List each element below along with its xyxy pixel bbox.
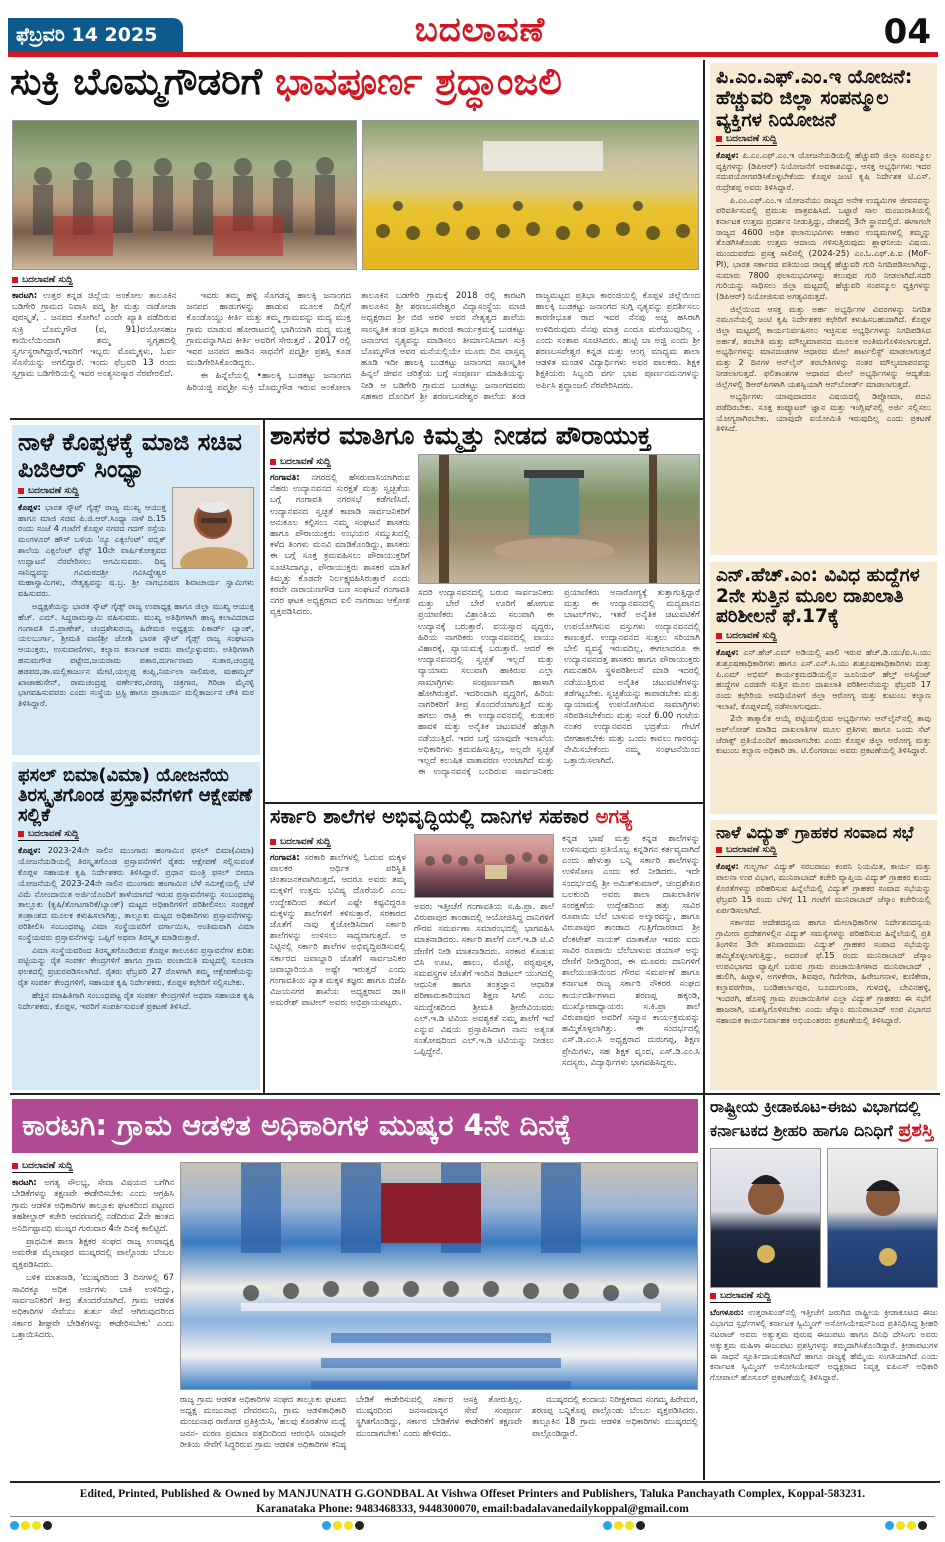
imprint-footer [0,1487,945,1517]
masthead-divider [8,52,938,57]
imprint-line-1: Edited, Printed, Published & Owned by MANJUNATH G.GONDBAL At Vishwa Offeset Printers and Publishers, Taluka Panchayath Complex, Koppal-583231. [79,1488,866,1500]
bullet-icon [18,488,24,494]
bullet-icon [716,847,722,853]
lead-paragraph: ಕಾರಟಗಿ: ಉತ್ತರ ಕನ್ನಡ ಜಿಲ್ಲೆಯ ಅಂಕೋಲ ತಾಲೂಕಿನ ಬಡಿಗೇರಿ ಗ್ರಾಮದ ನಿವಾಸಿ ಪದ್ಮ ಶ್ರೀ ಮತ್ತು ನಾಡೋಜಾ ಪುರಸ್ಕೃತೆ, . ಜನಪದ ಕೋಗಿಲೆ ಎಂದೇ ಖ್ಯಾತಿ ಪಡೆದಿರುವ ಸುಕ್ರಿ ಬೊಮ್ಮಗೌಡ (ವ, 91)ವಯೋಸಹಜ ಕಾಯಿಲೆಯಿಂದಾಗಿ ತಮ್ಮ ಸ್ವಗೃಹದಲ್ಲಿ ಸ್ವರ್ಗಸ್ಥರಾಗಿದ್ದಾರೆ,ಇವರಿಗೆ ಇಬ್ಬರು ಮೊಮ್ಮಕ್ಕಳು, ಓರ್ವ ಸೊಸೆಯನ್ನು ಅಗಲಿದ್ದಾರೆ. ಇಂದು ಫೆಬ್ರವರಿ 13 ರಂದು ಸ್ವಗ್ರಾಮ ಬಡಿಗೇರಿಯಲ್ಲಿ ಇವರ ಅಂತ್ಯಸಂಸ್ಕಾರ ನೆರವೇರಲಿದೆ. [12,291,177,380]
section-divider [10,418,703,420]
strike-headline-banner [12,1099,698,1153]
pmfme-paragraph: ಪಿ.ಎಂ.ಎಫ್.ಎಂ.ಇ ಯೋಜನೆಯು ರಾಜ್ಯದ ಅನೇಕ ಉದ್ಯಮಿಗಳ ಜೀವನವನ್ನು ಪರಿವರ್ತಿಸುವಲ್ಲಿ ಪ್ರಮುಖ ಪಾತ್ರವಹಿಸಿದೆ. ಒಟ್ಟಾರೆ ಸಾಲ ಮಂಜುರಾತಿಯಲ್ಲಿ ಕರ್ನಾಟಕ ಉತ್ತಮ ಪ್ರದರ್ಶನ ನೀಡುತ್ತಿದ್ದು, ದೇಶದಲ್ಲಿ 3ನೇ ಸ್ಥಾನದಲ್ಲಿದೆ. ಈಗಾಗಲೇ ರಾಜ್ಯದ 4600 ಅಧಿಕ ಫಲಾನುಭವಿಗಳು ಆಹಾರ ಉದ್ಯಮಗಳಲ್ಲಿ ತಮ್ಮನ್ನು ತೊಡಗಿಸಿಕೊಂಡು ಉತ್ತಮ ಆದಾಯ ಗಳಿಸುತ್ತಿರುವುದು ಶ್ಲಾಘನೀಯ ವಿಷಯ. ಮುಂದುವರೆದು ಪ್ರಸಕ್ತ ಸಾಲಿನಲ್ಲಿ (2024-25) ಎಂ.ಓ.ಎಫ್.ಪಿ.ಐ (MoF-PI), ಭಾರತ ಸರ್ಕಾರದ ವತಿಯಿಂದ ರಾಜ್ಯಕ್ಕೆ ಹೆಚ್ಚುವರಿ ಗುರಿ ನಿಗದಿಪಡಿಸಲಾಗಿದ್ದು, ಸುಮಾರು 7800 ಫಲಾನುಭವಿಗಳನ್ನು ತಲುಪುವ ಗುರಿ ನೀಡಲಾಗಿದೆ.ಸದರಿ ಗುರಿಯನ್ನು ಸಾಧಿಸಲು ಜಿಲ್ಲಾ ಮಟ್ಟದಲ್ಲಿ ಹೆಚ್ಚುವರಿ ಸಂಪನ್ಮೂಲ ವ್ಯಕ್ತಿಗಳನ್ನು (ಡಿಪಿಆರ್) ನಿಯೋಜಿಸುವ ಅಗತ್ಯವಿರುತ್ತದೆ. [716,194,931,301]
lead-byline: ಬದಲಾವಣೆ ಸುದ್ದಿ [12,275,73,287]
pmfme-headline: ಪಿ.ಎಂ.ಎಫ್.ಎಂ.ಇ ಯೋಜನೆ: ಹೆಚ್ಚುವರಿ ಜಿಲ್ಲಾ ಸಂಪನ್ಮೂಲ ವ್ಯಕ್ತಿಗಳ ನಿಯೋಜನೆ [716,66,913,131]
school-article [270,806,700,1090]
ceremony-group-icon [415,835,554,898]
dateline: ಗಂಗಾವತಿ: [270,852,300,863]
athlete-icon [828,1149,938,1288]
sindhya-byline: ಬದಲಾವಣೆ ಸುದ್ದಿ [18,486,79,498]
yellow-dot-icon [21,1521,30,1530]
fasal-byline: ಬದಲಾವಣೆ ಸುದ್ದಿ [18,829,79,841]
bullet-icon [12,1163,18,1169]
strike-article-right [180,1394,698,1478]
yellow-dot-icon [333,1521,342,1530]
school-headline-red: ಅಗತ್ಯ [595,806,633,828]
strike-paragraph: ಪ್ರಾಥಮಿಕ ಶಾಲಾ ಶಿಕ್ಷಕರ ಸಂಘದ ರಾಜ್ಯ ಉಪಾಧ್ಯಕ್ಷ ಅಮರೇಶ ಮೈಲಾಪೂರ ಮುಷ್ಕರದಲ್ಲಿ ಪಾಲ್ಗೊಂಡು ಬೆಂಬಲ ವ್ಯಕ್ತಪಡಿಸಿದರು. [12,1236,174,1269]
dateline: ಕೊಪ್ಪಳ: [716,149,739,160]
section-divider [265,802,703,804]
black-dot-icon [355,1521,364,1530]
black-dot-icon [636,1521,645,1530]
black-dot-icon [918,1521,927,1530]
sports-byline: ಬದಲಾವಣೆ ಸುದ್ದಿ [710,1291,771,1303]
yellow-dot-icon [32,1521,41,1530]
person-icon [173,488,254,569]
page-number: 04 [883,12,931,52]
power-paragraph: ಸರ್ಕಾರದ ಆದೇಶದನ್ವಯ ಹಾಗೂ ಮೇಲಾಧಿಕಾರಿಗಳ ನಿರ್ದೇಶನದನ್ವಯ ಗ್ರಾಮೀಣ ಪ್ರದೇಶಗಳಲ್ಲಿನ ವಿದ್ಯುತ್ ಸಮಸ್ಯೆಗಳನ್ನು ಪರಿಹರಿಸುವ ಹಿನ್ನೆಲೆಯಲ್ಲಿ ಪ್ರತಿ ತಿಂಗಳಿನ 3ನೇ ಶನಿವಾರದಂದು ವಿದ್ಯುತ್ ಗ್ರಾಹಕರ ಸಂವಾದ ಸಭೆಯನ್ನು ಹಮ್ಮಿಕೊಳ್ಳಲಾಗುತ್ತಿದ್ದು, ಅದರಂತೆ ಫೆ.15 ರಂದು ಮುನಿರಾಬಾದ್ ಜೆಸ್ಕಾಂ ಉಪವಿಭಾಗದ ವ್ಯಾಪ್ತಿಗೆ ಬರುವ ಗ್ರಾಮ ಪಂಚಾಯಿತಿಗಳಾದ ಮುನಿರಾಬಾದ್ , ಹುಲಿಗಿ, ಹಿಟ್ನಾಳ, ಅಗಳಕೇರಾ, ಶಿವಪುರ, ಗಿಣಿಗೇರಾ, ಹಿರೇಬಗನಾಳ, ಕುಣಿಕೇರಾ, ಕಲ್ತಾವರಗೇರಾ, ಬಂಡಿಹರ್ಲಾಪುರ, ಬೂದುಗುಂಪಾ, ಗುಳದಳ್ಳಿ, ಬೇವಿನಹಳ್ಳಿ, ಇಂದರಗಿ, ಹೊಸಳ್ಳಿ ಗ್ರಾಮ ಪಂಚಾಯಿತಿಗಳ ಎಲ್ಲಾ ವಿದ್ಯುತ್ ಗ್ರಾಹಕರು ಈ ಸಭೆಗೆ ಹಾಜರಾಗಿ, ಯಶಸ್ವಿಗೊಳಿಸಬೇಕು ಎಂದು ಜೆಸ್ಕಾಂ ಮುನಿರಾಬಾದ್ ಉಪ ವಿಭಾಗದ ಸಹಾಯಕ ಕಾರ್ಯನಿರ್ವಾಹಕ ಅಭಿಯಂತರರು ಪ್ರಕಟಣೆಯಲ್ಲಿ ತಿಳಿಸಿದ್ದಾರೆ. [716,917,931,1025]
lead-headline [10,60,700,116]
dateline: ಕೊಪ್ಪಳ: [18,501,41,512]
strike-paragraph: ಬಳಿಕ ಮಾತನಾಡಿ, 'ಮುಷ್ಕರದಿಂದ 3 ದಿನಗಳಲ್ಲಿ 67 ಸಾವಿರಕ್ಕೂ ಅಧಿಕ ಅರ್ಜಿಗಳು ಬಾಕಿ ಉಳಿದಿದ್ದು, ಸಾರ್ವಜನಿಕರಿಗೆ ತೀವ್ರ ತೊಂದರೆಯಾಗಿದೆ. ಗ್ರಾಮ ಆಡಳಿತ ಅಧಿಕಾರಿಗಳ ಸೇವೆಯು ತುರ್ತು ಸೇವೆ ಆಗಿರುವುದರಿಂದ ಸರ್ಕಾರ ಶೀಘ್ರವೇ ಬೇಡಿಕೆಗಳನ್ನು ಈಡೇರಿಸಬೇಕು' ಎಂದು ಒತ್ತಾಯಿಸಿದರು. [12,1272,174,1340]
park-article [270,422,700,800]
lead-paragraph: ಇವರು ತಮ್ಮ ಹಳ್ಳಿ ಸೊಗಡನ್ನ ಹಾಲಕ್ಕಿ ಜನಾಂಗದ ಜನಪದ ಹಾಡುಗಳನ್ನು ಹಾಡುವ ಮೂಲಕ ದಿಲ್ಲಿಗೆ ಕೊಂಡೊಯ್ದು ಕೀರ್ತಿ ಮತ್ತು ತಮ್ಮ ಗ್ರಾಮವನ್ನು ಮದ್ಯ ಮುಕ್ತ ಗ್ರಾಮ ಮಾಡುವ ಹೋರಾಟದಲ್ಲಿ ಭಾಗಿಯಾಗಿ ಮದ್ಯ ಮುಕ್ತ ಗ್ರಾಮವನ್ನಾಗಿಸಿದ ಕೀರ್ತಿ ಅವರಿಗೆ ಸೇರುತ್ತದೆ . 2017 ರಲ್ಲಿ ಇವರ ಜನಪದ ಹಾಡಿನ ಸಾಧನೆಗೆ ಪದ್ಮಶ್ರೀ ಪ್ರಶಸ್ತಿ ಕೂಡ ಮುಡಿಗೇರಿಸಿಕೊಂಡಿದ್ದರು. [186,291,351,369]
fasal-article [12,762,260,1090]
pmfme-paragraph: ಅಭ್ಯರ್ಥಿಗಳು ಯಾವುದಾದರೂ ವಿಷಯದಲ್ಲಿ ಡಿಪ್ಲೋಮಾ, ಪದವಿ ಪಡೆದಿರಬೇಕು. ಸೂಕ್ತ ಕಂಪ್ಯೂಟರ್ ಜ್ಞಾನ ಮತ್ತು ಇಂಗ್ಲಿಷ್‌ನಲ್ಲಿ ಅರ್ಜಿ ಸಲ್ಲಿಸಲು ಯೋಗ್ಯರಾಗಿರಬೇಕು. ಯಾವುದೇ ವಯೋಮಿತಿ ಇರುವುದಿಲ್ಲ ಎಂದು ಪ್ರಕಟಣೆ ತಿಳಿಸಿದೆ. [716,391,931,434]
registration-marks [322,1521,364,1530]
pmfme-paragraph: ಕೊಪ್ಪಳ: ಪಿ.ಎಂ.ಎಫ್.ಎಂ.ಇ ಯೋಜನೆಯಡಿಯಲ್ಲಿ ಹೆಚ್ಚುವರಿ ಜಿಲ್ಲಾ ಸಂಪನ್ಮೂಲ ವ್ಯಕ್ತಿಗಳನ್ನು (ಡಿಪಿಆರ್) ನಿಯೋಜನೆಗೆ ಅವಕಾಶವಿದ್ದು, ಆಸಕ್ತ ಅಭ್ಯರ್ಥಿಗಳು ಇದರ ಸದುಪಯೋಗಪಡಿಸಿಕೊಳ್ಳಬೇಕೆಂದು ಕೊಪ್ಪಳ ಜಂಟಿ ಕೃಷಿ ನಿರ್ದೇಶಕ ಟಿ.ಎಸ್. ರುದ್ರೇಶಪ್ಪ ಅವರು ತಿಳಿಸಿದ್ದಾರೆ. [716,149,931,192]
sports-paragraph: ಬೆಂಗಳೂರು: ಉತ್ತರಾಖಂಡ್‌ನಲ್ಲಿ ಇತ್ತೀಚೆಗೆ ಜರುಗಿದ ರಾಷ್ಟ್ರೀಯ ಕ್ರೀಡಾಕೂಟದ ಈಜು ವಿಭಾಗದ ಸ್ಪರ್ಧೆಗಳಲ್ಲಿ ಕರ್ನಾಟಕ ಸ್ವಿಮ್ಮಿಂಗ್ ಅಸೋಸಿಯೇಷನ್‌ನಿಂದ ಪ್ರತಿನಿಧಿಸಿದ್ದ ಶ್ರೀಹರಿ ನಟರಾಜ್ ಅವರು ಅತ್ಯುತ್ತಮ ಪುರುಷ ಈಜುಪಟು ಹಾಗೂ ದಿನಿಧಿ ದೇಸಿಂಗು ಅವರು ಅತ್ಯುತ್ತಮ ಮಹಿಳಾ ಈಜುಪಟು ಪ್ರಶಸ್ತಿಗಳನ್ನು ತಮ್ಮದಾಗಿಸಿಕೊಂಡಿದ್ದಾರೆ. ಕ್ರೀಡಾಪಟುಗಳ ಈ ಸಾಧನೆ ಸ್ಫೂರ್ತಿದಾಯಕವಾಗಿದೆ ಹಾಗೂ ರಾಜ್ಯಕ್ಕೆ ಹೆಮ್ಮೆಯ ಸಂಗತಿಯಾಗಿದೆ ಎಂದು ಕರ್ನಾಟಕ ಸ್ವಿಮ್ಮಿಂಗ್ ಅಸೋಸಿಯೇಷನ್ ಅಧ್ಯಕ್ಷರಾದ ನಿವೃತ್ತ ಐಪಿಎಸ್ ಅಧಿಕಾರಿ ಗೋಪಾಲ್ ಹೊಸೂರ್ ಪ್ರಕಟಣೆಯಲ್ಲಿ ತಿಳಿಸಿದ್ದಾರೆ. [710,1307,938,1383]
park-scene-icon [419,455,700,584]
school-paragraph: ಅವರು ಇತ್ತೀಚೆಗೆ ಗಂಗಾವತಿಯ ಸ.ಹಿ.ಪ್ರಾ. ಶಾಲೆ ವಿರುಪಾಪುರ ತಾಂಡಾದಲ್ಲಿ ಆಯೋಜಿಸಿದ್ದ ದಾನಿಗಳಿಗೆ ಗೌರವ ಸಮರ್ಪಣಾ ಸಮಾರಂಭದಲ್ಲಿ ಭಾಗವಹಿಸಿ ಮಾತನಾಡಿದರು. ಸರ್ಕಾರಿ ಶಾಲೆಗೆ ಎಲ್.ಇ.ಡಿ ಟಿ.ವಿ ದೇಣಿಗೆ ನೀಡಿ ಮಾತನಾಡಿದರು. ಸರಕಾರ ಕೊಡುವ ಬಿಸಿ ಊಟ, ಹಾಲು, ಮೊಟ್ಟೆ, ಪಠ್ಯಪುಸ್ತಕ, ಸಮವಸ್ತ್ರಗಳ ಜೊತೆಗೆ ಇಂದಿನ ಡಿಜಿಟಲ್ ಯುಗದಲ್ಲಿ ಆಧುನಿಕ ಹಾಗೂ ತಂತ್ರಜ್ಞಾನ ಆಧಾರಿತ ಪರಿಣಾಮಕಾರಿಯಾದ ಶಿಕ್ಷಣ ಸಿಗಲಿ ಎಂಬ ಸದುದ್ದೇಶದಿಂದ ಶ್ರೀಮತಿ ಶ್ರೀದೇವಿಯವರು ಎಲ್.ಇ.ಡಿ ಟಿವಿಯ ಅವಶ್ಯಕತೆ ನಮ್ಮ ಶಾಲೆಗೆ ಇದೆ ಎನ್ನುವ ವಿಷಯ ಪ್ರಸ್ತಾಪಿಸಿದಾಗ ನಾನು ಅತ್ಯಂತ ಸಂತೋಷದಿಂದ ಎಲ್.ಇ.ಡಿ ಟಿವಿಯನ್ನು ನೀಡಲು ಒಪ್ಪಿದ್ದೇನೆ. [414,901,554,1058]
dateline: ಕೊಪ್ಪಳ: [716,861,739,872]
pmfme-article [710,63,937,555]
school-byline: ಬದಲಾವಣೆ ಸುದ್ದಿ [270,837,331,849]
swimmer-srihari-photo [710,1148,821,1288]
swimmer-dhinidhi-photo [827,1148,938,1288]
yellow-dot-icon [896,1521,905,1530]
power-article [710,820,937,1090]
newspaper-title: ಬದಲಾವಣೆ [414,10,546,50]
nhm-paragraph: 2ನೇ ತಾತ್ಕಾಲಿಕ ಆಯ್ಕೆ ಪಟ್ಟಿಯಲ್ಲಿರುವ ಅಭ್ಯರ್ಥಿಗಳು ಆನ್‌ಲೈನ್‌ನಲ್ಲಿ ತಾವು ಅಪ್‌ಲೋಡ್ ಮಾಡಿದ ದಾಖಲಾತಿಗಳ ಮೂಲ ಪ್ರತಿಗಳು ಹಾಗೂ ಒಂದು ಸೆಟ್ ಜೆರಾಕ್ಸ್ ಪ್ರತಿಯೊಂದಿಗೆ ಹಾಜರಾಗಬೇಕು ಎಂದು ಕೊಪ್ಪಳ ಜಿಲ್ಲಾ ಆರೋಗ್ಯ ಮತ್ತು ಕುಟುಂಬ ಕಲ್ಯಾಣ ಅಧಿಕಾರಿ ಡಾ. ಟಿ.ಲಿಂಗರಾಜು ಅವರು ಪ್ರಕಟಣೆಯಲ್ಲಿ ತಿಳಿಸಿದ್ದಾರೆ. [716,713,931,756]
black-dot-icon [43,1521,52,1530]
fasal-paragraph: ಹೆಚ್ಚಿನ ಮಾಹಿತಿಗಾಗಿ ಸಂಬಂಧಪಟ್ಟ ರೈತ ಸಂಪರ್ಕ ಕೇಂದ್ರಗಳಿಗೆ ಅಥವಾ ಸಹಾಯಕ ಕೃಷಿ ನಿರ್ದೇಶಕರು, ಕೊಪ್ಪಳ, ಇವರಿಗೆ ಸಂಪರ್ಕಿಸುವಂತೆ ಪ್ರಕಟಣೆ ತಿಳಿಸಿದೆ. [18,989,254,1011]
bullet-icon [270,839,276,845]
crowd-icon [363,121,699,270]
power-headline: ನಾಳೆ ವಿದ್ಯುತ್ ಗ್ರಾಹಕರ ಸಂವಾದ ಸಭೆ [716,823,914,842]
bullet-icon [710,1293,716,1299]
fasal-headline: ಫಸಲ್ ಬಿಮಾ(ವಿಮಾ) ಯೋಜನೆಯ ತಿರಸ್ಕೃತಗೊಂಡ ಪ್ರಸ್ತಾವನೆಗಳಿಗೆ ಆಕ್ಷೇಪಣೆ ಸಲ್ಲಿಕೆ [18,765,253,827]
issue-date: ಫೆಬ್ರವರಿ 14 2025 [8,18,183,52]
dateline: ಕಾರಟಗಿ: [12,291,38,301]
school-headline [270,806,700,828]
sindhya-paragraph: ಕೊಪ್ಪಳ: ಭಾರತ ಸ್ಕೌಟ್ ಗೈಡ್ಸ್ ರಾಜ್ಯ ಮುಖ್ಯ ಆಯುಕ್ತ ಹಾಗೂ ಮಾಜಿ ಸಚಿವ ಪಿ.ಜಿ.ಆರ್.ಸಿಂಧ್ಯಾ ನಾಳೆ ದಿ.15 ರಂದು ಸಂಜೆ 4 ಗಂಟೆಗೆ ಕೊಪ್ಪಳ ನಗರದ ಗದಗ್ ರಸ್ತೆಯ ಮಂಗಳೂರ್ ಹೌಸ್ ಬಳಿಯ 'ನ್ಯೂ ಎಕ್ಸಲೆಂಟ್' ಪಬ್ಲಿಕ್ ಶಾಲೆಯ ಎಕ್ಸಲೆಂಟ್ ಫೆಸ್ಟ್ 10ನೇ ವಾರ್ಷಿಕೋತ್ಸವದ ಉದ್ಘಾಟನೆ ನೆರವೇರಿಸಲು ಆಗಮಿಸುವರು. ದಿವ್ಯ ಸಾನಿಧ್ಯವನ್ನು ಗವಿಮಠದಶ್ರೀ ಗವಿಸಿದ್ದೇಶ್ವರ ಮಹಾಸ್ವಾಮಿಗಳು, ನೇತೃತ್ವವನ್ನು ಷ.ಬ್ರ. ಶ್ರೀ ನಾಗಭೂಷಣ ಶಿವಾಚಾರ್ಯ ಸ್ವಾಮಿಗಳು ವಹಿಸುವರು. [18,501,254,599]
cyan-dot-icon [885,1521,894,1530]
bullet-icon [12,277,18,283]
strike-headline: ಕಾರಟಗಿ: ಗ್ರಾಮ ಆಡಳಿತ ಅಧಿಕಾರಿಗಳ ಮುಷ್ಕರ 4ನೇ ದಿನಕ್ಕೆ [22,1108,572,1142]
lead-headline-red: ಭಾವಪೂರ್ಣ ಶ್ರದ್ಧಾಂಜಲಿ [275,60,562,103]
dateline: ಕೊಪ್ಪಳ: [716,647,739,658]
pmfme-byline: ಬದಲಾವಣೆ ಸುದ್ದಿ [716,134,777,146]
column-divider [263,420,265,1095]
nhm-byline: ಬದಲಾವಣೆ ಸುದ್ದಿ [716,631,777,643]
power-byline: ಬದಲಾವಣೆ ಸುದ್ದಿ [716,845,777,857]
registration-marks [10,1521,52,1530]
dateline: ಕೊಪ್ಪಳ: [18,845,41,856]
bullet-icon [18,831,24,837]
column-divider [703,60,705,1480]
sindhya-headline: ನಾಳೆ ಕೊಪ್ಪಳಕ್ಕೆ ಮಾಜಿ ಸಚಿವ ಪಿಜಿಆರ್ ಸಿಂಧ್ಯಾ [18,428,242,483]
bullet-icon [716,633,722,639]
dateline: ಗಂಗಾವತಿ: [270,473,300,483]
dateline: ಬೆಂಗಳೂರು: [710,1307,744,1318]
strike-byline: ಬದಲಾವಣೆ ಸುದ್ದಿ [12,1161,73,1173]
park-paragraph: ಗಂಗಾವತಿ: ನಗರದಲ್ಲಿ ಹೆಸರುವಾಸಿಯಾಗಿರುವ ನೆಹರು ಉದ್ಯಾನವನದ ಸುರಕ್ಷತೆ ಮತ್ತು ಸ್ವಚ್ಛತೆಯ ಬಗ್ಗೆ ಗಂಗಾವತಿ ನಗರಸಭೆ ಕಡೆಗಣಿಸಿದೆ. ಉದ್ಯಾನವನದ ಸ್ವಚ್ಛತೆ ಕಾಪಾಡಿ ಸಾರ್ವಜನಿಕರಿಗೆ ಅನುಕೂಲ ಕಲ್ಪಿಸಲು ನಮ್ಮ ಸಂಘಟನೆ ಶಾಸಕರು ಹಾಗೂ ಪೌರಾಯುಕ್ತರು ಉಭಯರ ಸಮ್ಮುಖದಲ್ಲಿ ಕಳೆದ ತಿಂಗಳು ಮನವಿ ಮಾಡಿಕೊಂಡಿದ್ದು, ಶಾಸಕರು ಈ ಬಗ್ಗೆ ಸೂಕ್ತ ಕ್ರಮವಹಿಸಲು ಪೌರಾಯುಕ್ತರಿಗೆ ಸೂಚಿಸಿದಾಗ್ಯೂ, ಪೌರಾಯುಕ್ತರು ಶಾಸಕರ ಮಾತಿಗೆ ಕಿಮ್ಮತ್ತು ಕೊಡದೇ ನಿರ್ಲಕ್ಷ್ಯವಹಿಸಿರುತ್ತಾರೆ ಎಂದು ಕರವೇ ನಾರಾಯಣಗೌಡ ಬಣ ಸಂಘಟನೆ ಗಂಗಾವತಿ ನಗರ ಘಟಕ ಅಧ್ಯಕ್ಷರಾದ ಐಲಿ ನಾಗರಾಜು ಆಕ್ರೋಶ ವ್ಯಕ್ತಪಡಿಸಿದರು. [270,473,410,618]
group-photo-family [12,120,357,270]
pmfme-paragraph: ಜಿಲ್ಲೆಯಿಂದ ಆಸಕ್ತ ಮತ್ತು ಅರ್ಹ ಅಭ್ಯರ್ಥಿಗಳ ವಿವರಗಳನ್ನು ನಿಗದಿತ ನಮೂನೆಯಲ್ಲಿ ಜಂಟಿ ಕೃಷಿ ನಿರ್ದೇಶಕರ ಕಛೇರಿಗೆ ಕಳುಹಿಸಬಹುದಾಗಿದೆ. ಕೊಪ್ಪಳ ಜಿಲ್ಲಾ ಮಟ್ಟದಲ್ಲಿ ಕಾರ್ಯನಿರ್ವಹಿಸಲು ಇಚ್ಛಿಸುವ ಅಭ್ಯರ್ಥಿಗಳನ್ನು ನಿಗದಿಪಡಿಸಿದ ಅರ್ಹತೆ, ತರಬೇತಿ ಮತ್ತು ಮೌಲ್ಯಮಾಪನದ ಮೂಲಕ ಅಂತಿಮಗೊಳಿಸಲಾಗುತ್ತದೆ. ಅಭ್ಯರ್ಥಿಗಳನ್ನು ಮಾನದಂಡಗಳ ಆಧಾರದ ಮೇಲೆ ಶಾರ್ಟಲಿಸ್ಟ್ ಮಾಡಲಾಗುತ್ತದೆ ಮತ್ತು 2 ದಿನಗಳ ಆನ್‌ಲೈನ್ ತರಬೇತಿಗಳನ್ನು ನಂತರ ಮೌಲ್ಯಮಾಪನವನ್ನು ನೀಡಲಾಗುತ್ತದೆ. ಫಲಿತಾಂಶಗಳ ಆಧಾರದ ಮೇಲೆ ಅಭ್ಯರ್ಥಿಗಳನ್ನು ಆದ್ಯತೆಯ ಜಿಲ್ಲೆಗಳಲ್ಲಿ ಡಿಆರ್‌ಪಿಗಳಾಗಿ ಯಶಸ್ವಿಯಾಗಿ ಆನ್‌ಬೋರ್ಡ್ ಮಾಡಲಾಗುತ್ತದೆ. [716,303,931,389]
sindhya-article [12,425,260,755]
imprint-line-2: Karanataka Phone: 9483468333, 9448300070, email:badalavanedailykoppal@gmail.com [256,1503,689,1515]
lead-article [12,272,700,410]
fasal-paragraph: ವಿಮಾ ಸಂಸ್ಥೆಯವರಿಂದ ತಿರಸ್ಕೃತಗೊಂಡಿರುವ ಕೊಪ್ಪಳ ತಾಲೂಕಿನ ಪ್ರಸ್ತಾವನೆಗಳ ಕುರಿತು ಪಟ್ಟಿಯನ್ನು ರೈತ ಸಂಪರ್ಕ ಕೇಂದ್ರಗಳಿಗೆ ಹಾಗೂ ಗ್ರಾಮ ಪಂಚಾಯಿತಿ ಮಟ್ಟದಲ್ಲಿ ಸೂಚನಾ ಫಲಕದಲ್ಲಿ ಪ್ರಚುರಪಡಿಸಲಾಗಿದೆ. ರೈತರು ಫೆಬ್ರವರಿ 27 ರೊಳಗಾಗಿ ತಮ್ಮ ಆಕ್ಷೇಪಣೆಯನ್ನು ರೈತ ಸಂಪರ್ಕ ಕೇಂದ್ರಗಳಿಗೆ, ಸಹಾಯಕ ಕೃಷಿ ನಿರ್ದೇಶಕರು, ಕೊಪ್ಪಳ ಕಛೇರಿಗೆ ಸಲ್ಲಿಸಬೇಕು. [18,944,254,988]
athlete-icon [711,1149,821,1288]
strike-paragraph: ರಾಜ್ಯ ಗ್ರಾಮ ಆಡಳಿತ ಅಧಿಕಾರಿಗಳ ಸಂಘದ ತಾಲ್ಲೂಕು ಘಟಕದ ಅಧ್ಯಕ್ಷ ಮಂಜುನಾಥ ದೇವರಮನಿ, ಗ್ರಾಮ ಆಡಳಿತಾಧಿಕಾರಿ ಮಂಜುನಾಥ ರಾಠೋಡ ಪ್ರತಿಕ್ರಿಯಿಸಿ, 'ಹಲವು ಕೊರತೆಗಳ ಮಧ್ಯೆ ಜನನ- ಮರಣ ಪ್ರಮಾಣ ಪತ್ರದಿಂದಿಂದ ಆರಂಭಿಸಿ ಯಾವುದೇ ರೀತಿಯ ಸೇವೆಗೆ ಸಿದ್ಧರಿರುವ ಗ್ರಾಮ ಆಡಳಿತ ಅಧಿಕಾರಿಗಳ ಕನಿಷ್ಠ ಬೇಡಿಕೆ ಈಡೇರಿಸುವಲ್ಲಿ ಸರ್ಕಾರ ಆಸಕ್ತಿ ತೋರುತ್ತಿಲ್ಲ. ಮುಷ್ಕರದಿಂದ ಜನಸಾಮಾನ್ಯರ ಸೇವೆ ಸಂಪೂರ್ಣ ಸ್ಥಗಿತಗೊಂಡಿದ್ದು, ಸರ್ಕಾರ ಬೇಡಿಕೆಗಳ ಈಡೇರಿಕೆಗೆ ತಕ್ಷಣವೇ ಮುಂದಾಗಬೇಕು' ಎಂದು ಹೇಳಿದರು. [180,1394,522,1449]
section-divider [10,1093,940,1095]
registration-marks [885,1521,927,1530]
registration-marks [603,1521,645,1530]
strike-article-left [12,1158,174,1478]
park-byline: ಬದಲಾವಣೆ ಸುದ್ದಿ [270,457,331,469]
nhm-headline: ಎನ್.ಹೆಚ್.ಎಂ: ವಿವಿಧ ಹುದ್ದೆಗಳ 2ನೇ ಸುತ್ತಿನ ಮೂಲ ದಾಖಲಾತಿ ಪರಿಶೀಲನೆ ಫೆ.17ಕ್ಕೆ [716,565,920,628]
school-paragraph: ಗಂಗಾವತಿ: ಸರಕಾರಿ ಶಾಲೆಗಳಲ್ಲಿ ಓದುವ ಮಕ್ಕಳ ಪಾಲಕರ ಆರ್ಥಿಕ ಪರಿಸ್ಥಿತಿ ಚಿಂತಾಜನಕವಾಗಿರುತ್ತದೆ. ಆದರೂ ಅವರು ತಮ್ಮ ಮಕ್ಕಳಿಗೆ ಉತ್ತಮ ಭವಿಷ್ಯ ದೊರೆಯಲಿ ಎಂಬ ಉದ್ದೇಶದಿಂದ ತಮಗೆ ಎಷ್ಟೇ ಕಷ್ಟವಿದ್ದರೂ ಮಕ್ಕಳನ್ನು ಶಾಲೆಗಳಿಗೆ ಕಳಿಸುತ್ತಾರೆ. ಸರಕಾರದ ಜೊತೆಗೆ ನಾವು ಕೈಜೋಡಿಸಿದಾಗ ಸರ್ಕಾರಿ ಶಾಲೆಗಳನ್ನು ಉಳಿಸಲು ಸಾಧ್ಯವಾಗುತ್ತದೆ. ಆ ನಿಟ್ಟಿನಲ್ಲಿ ಸರ್ಕಾರಿ ಶಾಲೆಗಳ ಅಭಿವೃದ್ಧಿಪಡಿಸುವಲ್ಲಿ ಸರ್ಕಾರದ ಜವಾಬ್ದಾರಿ ಜೊತೆಗೆ ಸಾರ್ವಜನಿಕರ ಜವಾಬ್ದಾರಿಯೂ ಅಷ್ಟೇ ಇರುತ್ತದೆ ಎಂದು ಗಂಗಾವತಿಯ ಖ್ಯಾತ ಮಕ್ಕಳ ತಜ್ಞರು ಹಾಗೂ ಬಿಜೆಪಿ ವಿಜಯನಗರ ಶಾಖೆಯ ಅಧ್ಯಕ್ಷರಾದ ಡಾ॥ ಅಮರೇಶ್ ಪಾಟೀಲ್ ಅವರು ಅಭಿಪ್ರಾಯಪಟ್ಟರು. [270,852,406,1009]
yellow-dot-icon [907,1521,916,1530]
cyan-dot-icon [603,1521,612,1530]
people-silhouettes-icon [13,121,357,270]
neglected-park-photo [418,454,700,584]
protest-scene-icon [181,1163,698,1390]
section-divider [10,1481,940,1483]
strike-paragraph: ಮುಷ್ಕರದಲ್ಲಿ ಕಂದಾಯ ನಿರೀಕ್ಷಕರಾದ ಸಂಗಮ್ಮ ಹಿರೇಮಠ, ಶರಣಪ್ಪ ಬನ್ನಿಕೊಪ್ಪ ಪಾಲ್ಗೊಂಡು ಬೆಂಬಲ ವ್ಯಕ್ತಪಡಿಸಿದರು. ತಾಲ್ಲೂಕಿನ 18 ಗ್ರಾಮ ಆಡಳಿತ ಅಧಿಕಾರಿಗಳು ಮುಷ್ಕರದಲ್ಲಿ ಪಾಲ್ಗೊಂಡಿದ್ದಾರೆ. [532,1394,698,1438]
portrait-pgr-sindhya [172,487,254,569]
bullet-icon [716,136,722,142]
strike-paragraph: ಕಾರಟಗಿ: ಅಗತ್ಯ ಸೌಲಭ್ಯ, ಸೇವಾ ವಿಷಯದ ಬಗೆಗಿನ ಬೇಡಿಕೆಗಳನ್ನು ತಕ್ಷಣವೇ ಈಡೇರಿಸಬೇಕು ಎಂದು ಆಗ್ರಹಿಸಿ ಗ್ರಾಮ ಆಡಳಿತ ಅಧಿಕಾರಿಗಳ ತಾಲ್ಲೂಕು ಘಟಕದಿಂದ ಪಟ್ಟಣದ ತಹಶೀಲ್ದಾರ್ ಕಚೇರಿ ಆವರಣದಲ್ಲಿ ನಡೆದಿರುವ 2ನೇ ಹಂತದ ಅನಿರ್ದಿಷ್ಟಾವಧಿ ಮುಷ್ಕರ ಗುರುವಾರ 4ನೇ ದಿನಕ್ಕೆ ಕಾಲಿಟ್ಟಿದೆ. [12,1177,174,1233]
sports-article [710,1097,938,1480]
sports-headline-red: ಪ್ರಶಸ್ತಿ [898,1118,934,1141]
lead-paragraph: ಈ ಹಿನ್ನೆಲೆಯಲ್ಲಿ •ಹಾಲಕ್ಕಿ ಬುಡಕಟ್ಟು ಜನಾಂಗದ ಹಿರಿಯಜ್ಜಿ ಪದ್ಮಶ್ರೀ ಸುಕ್ರಿ ಬೊಮ್ಮಗೌಡ ಇರುವ ಅಂಕೋಲಾ ತಾಲೂಕಿನ ಬಡಗೇರಿ ಗ್ರಾಮಕ್ಕೆ 2018 ರಲ್ಲಿ ಕಾರಟಗಿ ತಾಲೂಕಿನ ಶ್ರೀ ಶರಣಬಸವೇಶ್ವರ ವಿದ್ಯಾಸಂಸ್ಥೆಯ ಮಾಜಿ ಅಧ್ಯಕ್ಷರಾದ ಶ್ರೀ ಬಿಜಿ ಅರಳಿ ಅವರ ನೇತೃತ್ವದ ಶಾಲೆಯ ಸಾಂಸ್ಕೃತಿಕ ತಂಡ ಪ್ರತಿಭಾ ಕಾರಂಜಿ ಕಾರ್ಯಕ್ರಮಕ್ಕೆ ಬುಡಕಟ್ಟು ಜನಾಂಗದ ನೃತ್ಯವನ್ನು ಮಾಡಿಸಲು ತೀರ್ಮಾನಿಸಿದಾಗ ಸುಕ್ರಿ ಬೊಮ್ಮಗೌಡ ಅವರ ಮನೆಯಲ್ಲಿಯೇ ಮೂರು ದಿನ ವಾಸ್ತವ್ಯ ಹೂಡಿ ಇದೀ ಹಾಲಕ್ಕಿ ಬುಡಕಟ್ಟು ಜನಾಂಗದ ಸಾಂಸ್ಕೃತಿಕ ಹಿನ್ನಲೆ ಜೀವನ ಚರಿತ್ರೆಯ ಬಗ್ಗೆ ಸಂಪೂರ್ಣ ಮಾಹಿತಿಯನ್ನು ನೀಡಿ ಆ ಬಡಿಗೇರಿ ಗ್ರಾಮದ ಬುಡಕಟ್ಟು ಜನಾಂಗದವರು ಸಹಕಾರ ದೊಂದಿಗೆ ಶ್ರೀ ಶರಣಬಸವೇಶ್ವರ ಶಾಲೆಯ ತಂಡ ರಾಜ್ಯಮಟ್ಟದ ಪ್ರತಿಭಾ ಕಾರಂಜಿಯಲ್ಲಿ ಕೊಪ್ಪಳ ಜಿಲ್ಲೆಯಿಂದ ಹಾಲಕ್ಕಿ ಬುಡಕಟ್ಟು ಜನಾಂಗದ ಸುಗ್ಗಿ ನೃತ್ಯವನ್ನು ಪ್ರದರ್ಶಿಸಲು ಕಾರಣೀಭೂತ ರಾದ ಇವರ ನೆನಪು ಅಚ್ಚ ಹಸಿರಾಗಿ ಉಳಿದಿರುವುದು ನೆನಪು ಮಾತ್ರ ಎಂದೂ ಮರೆಯುವುದಿಲ್ಲ . ಎಂದು ಸಂತಾಪ ಸೂಚಿಸಿದರು. ಹುಟ್ಟಿ ಬಾ ಅಜ್ಜಿ ಎಂದು ಶ್ರೀ ಶರಣಬಸವೇಶ್ವರ ಕನ್ನಡ ಮತ್ತು ಆಂಗ್ಲ ಮಾಧ್ಯಮ ಶಾಲಾ ಆಡಳಿತ ಮಂಡಳಿ ವಿದ್ಯಾರ್ಥಿಗಳು ಅವರ ಪಾಲಕರು. ಶಿಕ್ಷಕ ಶಿಕ್ಷಕಿಯರು ಸಿಬ್ಬಂದಿ ವರ್ಗ ಭಾವ ಪೂರ್ಣನಮನಗಳನ್ನು ಅರ್ಪಿಸಿ ಶ್ರದ್ಧಾಂಜಲಿ ನೆರವೇರಿಸಿದರು. [186,291,700,402]
registration-line [10,1516,935,1517]
yellow-dot-icon [344,1521,353,1530]
lead-headline-black: ಸುಕ್ರಿ ಬೊಮ್ಮಗೌಡರಿಗೆ [10,60,263,103]
students-gathering-photo [362,120,699,270]
school-paragraph: ಕನ್ನಡ ಭಾಷೆ ಮತ್ತು ಕನ್ನಡ ಶಾಲೆಗಳನ್ನು ಉಳಿಸುವುದು ಪ್ರತಿಯೊಬ್ಬ ಕನ್ನಡಿಗನ ಕರ್ತವ್ಯವಾಗಿದೆ ಎಂದು ಹೇಳುತ್ತಾ ಬನ್ನಿ ಸರ್ಕಾರಿ ಶಾಲೆಗಳನ್ನು ಉಳಿಸೋಣ ಎಂದು ಕರೆ ನೀಡಿದರು. ಇದೇ ಸಂದರ್ಭದಲ್ಲಿ ಶ್ರೀ ಅಮಿತ್‌ಕುಮಾರ್, ಚಂದ್ರಶೇಖರ ಬಲಕುಂದಿ ಅವರು ಶಾಲಾ ದಾಖಲಾತಿಗಳ ಸಂರಕ್ಷಣೆಯ ಉದ್ದೇಶದಿಂದ ಹತ್ತು ಸಾವಿರ ರೂಪಾಯಿ ಬೆಲೆ ಬಾಳುವ ಅಲ್ಮಾರವನ್ನು, ಹಾಗೂ ವಿರುಪಾಪುರ ತಾಂಡಾದ ಗುತ್ತಿಗೆದಾರರಾದ ಶ್ರೀ ವೆಂಕಟೇಶ್ ನಾಯಕ್ ಮಾತಾಕೋ ಇವರು ಐದು ಸಾವಿರ ರೂಪಾಯಿ ಬೆಲೆಬಾಳುವ ಡಯಾಸ್ ಅನ್ನು ದೇಣಿಗೆ ನೀಡಿದ್ದರಿಂದ, ಈ ಮೂವರು ದಾನಿಗಳಿಗೆ ಶಾಲೆಯುಪತಿಯಿಂದ ಗೌರವ ಸಮರ್ಪಣೆ ಹಾಗೂ ಕರ್ನಾಟಕ ರಾಜ್ಯ ಸರ್ಕಾರಿ ನೌಕರರ ಸಂಘದ ಕಾರ್ಯದರ್ಶಿಗಳಾದ ಶರಣಪ್ಪ ಹಕ್ಕಂಡಿ, ಮುಖ್ಯೋಪಾಧ್ಯಾಯರು ಸ.ಕಿ.ಪ್ರಾ ಶಾಲೆ ವಿರುಪಾಪುರ ಅವರಿಗೆ ಸನ್ಮಾನ ಕಾರ್ಯಕ್ರಮವನ್ನು ಹಮ್ಮಿಕೊಳ್ಳಲಾಗಿತ್ತು. ಈ ಸಂದರ್ಭದಲ್ಲಿ ಎಸ್.ಡಿ.ಎಂ.ಸಿ ಅಧ್ಯಕ್ಷರಾದ ದುರುಗಪ್ಪ, ಶಿಕ್ಷಣ ಪ್ರೇಮಿಗಳು, ಸಹ ಶಿಕ್ಷಕ ವೃಂದ, ಎಸ್.ಡಿ.ಎಂ.ಸಿ ಸದಸ್ಯರು, ವಿದ್ಯಾರ್ಥಿಗಳು ಭಾಗವಹಿಸಿದ್ದರು. [562,833,700,1068]
cyan-dot-icon [322,1521,331,1530]
dateline: ಕಾರಟಗಿ: [12,1177,37,1187]
school-headline-black: ಸರ್ಕಾರಿ ಶಾಲೆಗಳ ಅಭಿವೃದ್ಧಿಯಲ್ಲಿ ದಾನಿಗಳ ಸಹಕಾರ [270,806,589,828]
cyan-dot-icon [10,1521,19,1530]
strike-protest-photo [180,1162,698,1390]
nhm-article [710,562,937,814]
donation-ceremony-photo [414,834,554,898]
park-paragraph: ಸದರಿ ಉದ್ಯಾನವನದಲ್ಲಿ ಬರುವ ಸಾರ್ವಜನಿಕರು ಮತ್ತು ಬೇರೆ ಬೇರೆ ಊರಿಗೆ ಹೋಗುವ ಪ್ರಯಾಣಿಕರು ವಿಶ್ರಾಂತಿಯ ಸಲುವಾಗಿ ಈ ಉದ್ಯಾನಕ್ಕೆ ಬರುತ್ತಾರೆ. ವಯಸ್ಸಾದ ವೃದ್ಧರು, ಹಿರಿಯ ನಾಗರಿಕರು ಉದ್ಯಾನವನದಲ್ಲಿ ವಾಯು ವಿಹಾರಕ್ಕೆ, ವ್ಯಾಯಮಕ್ಕೆ ಬರುತ್ತಾರೆ. ಆದರೆ ಈ ಉದ್ಯಾನವನದಲ್ಲಿ ಸ್ವಚ್ಛತೆ ಇಲ್ಲದೆ ಮತ್ತು ವ್ಯಾಯಾಮ ಸಲುವಾಗಿ ಹಾಕಿರುವ ಎಲ್ಲಾ ಸಾಮಾಗ್ರಿಗಳು ಸಂಪೂರ್ಣವಾಗಿ ಹಾಳಾಗಿ ಹೋಗಿರುತ್ತವೆ. ಇದರಿಂದಾಗಿ ವೃದ್ಧರಿಗೆ, ಹಿರಿಯ ನಾಗರಿಕರಿಗೆ ತೀವ್ರ ತೊಂದರೆಯಾಗುತ್ತಿದೆ ಮತ್ತು ಹಗಲು ರಾತ್ರಿ ಈ ಉದ್ಯಾನವನದಲ್ಲಿ ಕುಡುಕರ ಹಾವಳಿ ಮತ್ತು ಅನೈತಿಕ ಚಟುವಟಿಕೆ ಹೆಚ್ಚಾಗಿ ನಡೆಯುತ್ತಿದೆ. ಇದರ ಬಗ್ಗೆ ಯಾವುದೇ ಇಲಾಖೆಯ ಅಧಿಕಾರಿಗಳು ಕ್ರಮವಹಿಸುತ್ತಿಲ್ಲ, ಅಲ್ಲದೇ ಸ್ವಚ್ಛತೆ ಇಲ್ಲದೆ ಕಲುಷಿತ ವಾತಾವರಣ ಉಂಟಾಗಿದೆ ಮತ್ತು ಈ ಉದ್ಯಾನವನಕ್ಕೆ ಬಂದಿರುವ ಸಾರ್ವಜನಿಕರು ಪ್ರಯಾಣಿಕರು ಅನಾರೋಗ್ಯಕ್ಕೆ ತುತ್ತಾಗುತ್ತಿದ್ದಾರೆ ಮತ್ತು ಈ ಉದ್ಯಾನವನದಲ್ಲಿ ಮದ್ಯಪಾನದ ಬಾಟಲ್‌ಗಳು, ಇತರೆ ಅನೈತಿಕ ಚಟುವಟಿಕೆಗೆ ಉಪಯೋಗಿಸುವ ವಸ್ತುಗಳು ಉದ್ಯಾನವನದಲ್ಲಿ ಕಾಣುತ್ತವೆ. ಉದ್ಯಾನವನದ ಸುತ್ತಲು ಸರಿಯಾಗಿ ಬೇಲಿ ವ್ಯವಸ್ಥೆ ಇರುವದಿಲ್ಲ, ಈಗಲಾದರೂ ಈ ಉದ್ಯಾನವನದತ್ತ ಶಾಸಕರು ಹಾಗೂ ಪೌರಾಯುಕ್ತರು ಗಮನಹರಿಸಿ ಸ್ಥಳಪರಿಶೀಲನೆ ಮಾಡಿ ಇದರಲ್ಲಿ ನಡೆಯುತ್ತಿರುವ ಅನೈತಿಕ ಚಟುವಟಿಕೆಗಳನ್ನು ತಡೆಗಟ್ಟಬೇಕು. ಸ್ವಚ್ಛತೆಯನ್ನು ಕಾಪಾಡಬೇಕು ಮತ್ತು ವ್ಯಾಯಾಮಕ್ಕೆ ಉಪಯೋಗಿಸುವ ಸಾಮಾಗ್ರಿಗಳು ಸರಿಪಡಿಸಬೇಕೆಂದು ಮತ್ತು ಸಂಜೆ 6.00 ಗಂಟೆಯ ನಂತರ ಉದ್ಯಾನವನದ ಭದ್ರತೆಯ ಗೇಟಿಗೆ ಬೀಗಹಾಕಬೇಕು ಮತ್ತು ಒಂದು ಕಾವಲು ಗಾರರನ್ನು ನೇಮಿಸಬೇಕೆಂದು ನಮ್ಮ ಸಂಘಟನೆಯಿಂದ ಒತ್ತಾಯಿಸಲಾಗಿದೆ. [418,588,700,778]
nhm-paragraph: ಕೊಪ್ಪಳ: ಎನ್.ಹೆಚ್.ಎಮ್ ಅಡಿಯಲ್ಲಿ ಖಾಲಿ ಇರುವ ಹೆಚ್.ಡಿ.ಯು/ಐ.ಸಿ.ಯು ಶುಶ್ರೂಷಣಾಧಿಕಾರಿಗಳು ಹಾಗೂ ಎಸ್.ಎನ್.ಸಿ.ಯು ಶುಶ್ರೂಷಣಾಧಿಕಾರಿಗಳು ಮತ್ತು ಪಿ.ಎಮ್ ಅಭಿಮ್ ಕಾರ್ಯಕ್ರಮದಡಿಯಲ್ಲಿನ ಜೂನಿಯರ್ ಹೆಲ್ತ್ ಅಸಿಸ್ಟೆಂಟ್ ಹುದ್ದೆಗಳ ಎರಡನೇ ಸುತ್ತಿನ ಮೂಲ ದಾಖಲಾತಿ ಪರಿಶೀಲನೆಯನ್ನು ಫೆಬ್ರವರಿ 17 ರಂದು ಕಛೇರಿಯ ಅವಧಿಯೊಳಗೆ ಜಿಲ್ಲಾ ಆರೋಗ್ಯ ಮತ್ತು ಕುಟುಂಬ ಕಲ್ಯಾಣ ಇಲಾಖೆ, ಕೊಪ್ಪಳದಲ್ಲಿ ನಡೆಸಲಾಗುವುದು. [716,647,931,711]
yellow-dot-icon [625,1521,634,1530]
sports-headline [710,1097,938,1142]
sindhya-paragraph: ಅಧ್ಯಕ್ಷತೆಯನ್ನು ಭಾರತ ಸ್ಕೌಟ್ ಗೈಡ್ಸ್ ರಾಜ್ಯ ಉಪಾಧ್ಯಕ್ಷ ಹಾಗೂ ಜಿಲ್ಲಾ ಮುಖ್ಯ ಆಯುಕ್ತ ಹೆಚ್. ಎಮ್. ಸಿದ್ಧರಾಮಸ್ವಾಮಿ ವಹಿಸುವರು. ಮುಖ್ಯ ಅತಿಥಿಗಳಾಗಿ ಹಾಸ್ಯ ಕಲಾವಿದರಾದ ಗಂಗಾವತಿ ಬಿ.ಪ್ರಾಣೇಶ್, ಚಂದ್ರಶೇಖರಯ್ಯ ಹಿರೇಮಠ ಅಧ್ಯಕ್ಷರು ಪಿಕಾರ್ಡ್ ಬ್ಯಾಂಕ್, ಯಲಬುರ್ಗಾ, ಶ್ರೀಮತಿ ವಾಣಿಶ್ರೀ ಜೋಶಿ ಭಾರತ ಸ್ಕೌಟ್ ಗೈಡ್ಸ್ ರಾಜ್ಯ ಸಂಘಟನಾ ಆಯುಕ್ತರು, ಉಸುವಾಣಿಗಳು, ಕಲ್ಯಾಣ ಕರ್ನಾಟಕ ಅವರು ಪಾಲ್ಗೊಳ್ಳುವರು. ಅತಿಥಿಗಳಾಗಿ ಹನುಮಗೌಡ ಪಟ್ಟೇದ,ಜಯರಾಮ ಪತಾರ,ದುರ್ಗಾರಾಮ ಸುತಾರ,ಚಂದ್ರಪ್ಪ ಹಡಪದ,ಡಾ.ಮಲ್ಲಿಕಾರ್ಜುನ ಮೇಟಿ,ಯಲ್ಲಪ್ಪ ಕಂಪ್ಲಿ,ನಿರ್ಮಲಾ ಸಾಲಿಮಠ, ಮಹಮ್ಮದ್ ಖಾಜಾಹುಸೇನ್, ರಾಮಚಂದ್ರಪ್ಪ ವರ್ಣೇಕರ,ವೀರಣ್ಣ ಚಿತ್ರಗಾರ, ಗಿರಿಜಾ ಮೈನಳ್ಳಿ ಭಾಗವಹಿಸುವವರು ಎಂದು ಸಂಸ್ಥೆಯ ಟ್ರಸ್ಟಿ ಹಾಗೂ ಪ್ರಾಚಾರ್ಯ ಮಲ್ಲಿಕಾರ್ಜುನ ಚೌಕಿ ಮಠ ತಿಳಿಸಿದ್ದಾರೆ. [18,600,254,709]
power-paragraph: ಕೊಪ್ಪಳ: ಗುಲ್ಬರ್ಗಾ ವಿದ್ಯುತ್ ಸರಬರಾಜು ಕಂಪನಿ ನಿಯಮಿತ, ಕಾರ್ಯ ಮತ್ತು ಪಾಲನಾ ಉಪ ವಿಭಾಗ, ಮುನಿರಾಬಾದ್ ಕಚೇರಿ ವ್ಯಾಪ್ತಿಯ ವಿದ್ಯುತ್ ಗ್ರಾಹಕರ ಕುಂದು ಕೊರತೆಗಳನ್ನು ಪರಿಹರಿಸುವ ಹಿನ್ನೆಲೆಯಲ್ಲಿ ವಿದ್ಯುತ್ ಗ್ರಾಹಕರ ಸಂವಾದ ಸಭೆಯನ್ನು ಫೆಬ್ರವರಿ 15 ರಂದು ಬೆಳಿಗ್ಗೆ 11 ಗಂಟೆಗೆ ಮುನಿರಾಬಾದ್ ಜೆಸ್ಕಾಂ ಕಚೇರಿಯಲ್ಲಿ ಏರ್ಪಡಿಸಲಾಗಿದೆ. [716,861,931,915]
sports-headline-black: ರಾಷ್ಟ್ರೀಯ ಕ್ರೀಡಾಕೂಟ-ಈಜು ವಿಭಾಗದಲ್ಲಿ ಕರ್ನಾಟಕದ ಶ್ರೀಹರಿ ಹಾಗೂ ದಿನಿಧಿಗೆ [710,1097,921,1140]
park-headline: ಶಾಸಕರ ಮಾತಿಗೂ ಕಿಮ್ಮತ್ತು ನೀಡದ ಪೌರಾಯುಕ್ತ [270,422,652,450]
yellow-dot-icon [614,1521,623,1530]
bullet-icon [270,459,276,465]
fasal-paragraph: ಕೊಪ್ಪಳ: 2023-24ನೇ ಸಾಲಿನ ಮುಂಗಾರು ಹಂಗಾಮಿನ ಫಸಲ್ ಬಿಮಾ(ವಿಮಾ) ಯೋಜನೆಯಡಿಯಲ್ಲಿ ತಿರಸ್ಕೃತಗೊಂಡ ಪ್ರಸ್ತಾವನೆಗಳಿಗೆ ರೈತರು ಆಕ್ಷೇಪಣೆ ಸಲ್ಲಿಸುವಂತೆ ಕೊಪ್ಪಳ ಸಹಾಯಕ ಕೃಷಿ ನಿರ್ದೇಶಕರು ತಿಳಿಸಿದ್ದಾರೆ. ಪ್ರಧಾನ ಮಂತ್ರಿ ಫಸಲ್ ಬೀಮಾ ಯೋಜನೆಯಲ್ಲಿ 2023-24ನೇ ಸಾಲಿನ ಮುಂಗಾರು ಹಂಗಾಮಿನ ಬೆಳೆ ಸಮೀಕ್ಷೆಯಲ್ಲಿ ಬೆಳೆ ವಿಮೆ ನೋಂದಾಯಿತ ಅರ್ಜಿಯೊಂದಿಗೆ ತಾಳೆಯಾಗದೆ ಇರುವ ಪ್ರಸ್ತಾವನೆಗಳನ್ನು ಸಂಬಂಧಪಟ್ಟ ತಾಲ್ಲೂಕು (ಕೃಷಿ/ತೋಟಗಾರಿಕೆ/ಬ್ಯಾಂಕ್) ಮಟ್ಟದ ಅಧಿಕಾರಿಗಳಿಗೆ ಪರಿಶೀಲಿಸಲು ಸಂರಕ್ಷಣೆ ತಂತ್ರಾಂಶದ ಮೂಲಕ ಕಳುಹಿಸಲಾಗಿತ್ತು, ತಾಲ್ಲೂಕು ಮಟ್ಟದ ಅಧಿಕಾರಿಗಳು ಪ್ರಸ್ತಾವನೆಗಳನ್ನು ಪರಿಶೀಲಿಸಿ ಸಂಬಂಧಪಟ್ಟ ವಿಮಾ ಸಂಸ್ಥೆಯವರಿಗೆ ವರ್ಗಾಯಿಸಿ, ಅಂತಿಮವಾಗಿ ವಿಮಾ ಸಂಸ್ಥೆಯವರು ಪ್ರಸ್ತಾವನೆಗಳನ್ನು ಒಪ್ಪಿಗೆ ಅಥವಾ ತಿರಸ್ಕೃತ ಮಾಡಿರುತ್ತಾರೆ. [18,845,254,942]
